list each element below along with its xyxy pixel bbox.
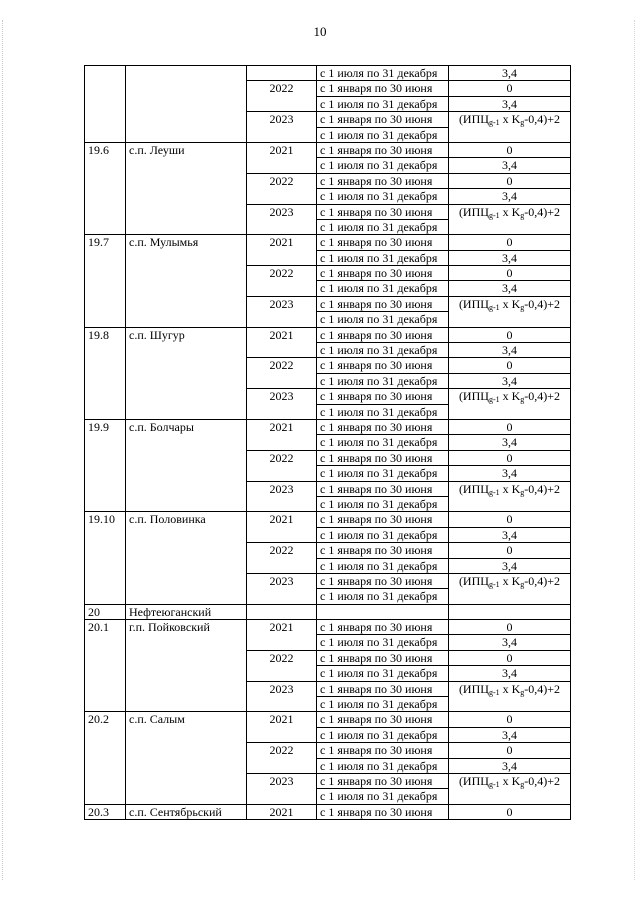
period-cell: с 1 июля по 31 декабря — [317, 96, 449, 111]
year-cell: 2022 — [247, 266, 317, 297]
period-cell: с 1 июля по 31 декабря — [317, 435, 449, 450]
period-cell: с 1 июля по 31 декабря — [317, 527, 449, 542]
year-cell: 2023 — [247, 681, 317, 712]
value-cell: 0 — [449, 512, 571, 527]
value-cell: 0 — [449, 173, 571, 188]
formula-part: g-1 — [488, 579, 500, 589]
period-cell: с 1 июля по 31 декабря — [317, 589, 449, 604]
period-cell: с 1 января по 30 июня — [317, 389, 449, 404]
value-cell: 3,4 — [449, 343, 571, 358]
formula-part: (ИПЦ — [458, 773, 489, 788]
formula-part: x K — [499, 296, 521, 311]
value-cell: 0 — [449, 743, 571, 758]
formula-part: (ИПЦ — [458, 573, 489, 588]
period-cell: с 1 июля по 31 декабря — [317, 343, 449, 358]
formula-cell — [449, 481, 571, 512]
period-cell: с 1 января по 30 июня — [317, 450, 449, 465]
formula-part: x K — [499, 112, 521, 127]
formula-part: (ИПЦ — [458, 204, 489, 219]
period-cell: с 1 июля по 31 декабря — [317, 727, 449, 742]
period-cell: с 1 января по 30 июня — [317, 804, 449, 819]
formula-part: g — [520, 210, 525, 220]
settlement-name: с.п. Болчары — [126, 419, 247, 511]
value-cell: 3,4 — [449, 666, 571, 681]
table-row — [85, 604, 571, 619]
settlement-name: Нефтеюганский — [126, 604, 247, 619]
period-cell: с 1 июля по 31 декабря — [317, 158, 449, 173]
period-cell: с 1 января по 30 июня — [317, 773, 449, 788]
period-cell: с 1 января по 30 июня — [317, 620, 449, 635]
formula-part: -0,4)+2 — [524, 204, 561, 219]
value-cell: 3,4 — [449, 527, 571, 542]
formula-part: (ИПЦ — [458, 296, 489, 311]
period-cell: с 1 января по 30 июня — [317, 112, 449, 127]
year-cell: 2021 — [247, 620, 317, 651]
period-cell: с 1 января по 30 июня — [317, 743, 449, 758]
formula-part: g-1 — [488, 118, 500, 128]
formula-part: x K — [499, 773, 521, 788]
formula-part: -0,4)+2 — [524, 389, 561, 404]
table-row — [85, 142, 571, 157]
period-cell: с 1 января по 30 июня — [317, 327, 449, 342]
year-cell: 2021 — [247, 142, 317, 173]
formula-part: g-1 — [488, 487, 500, 497]
table-row — [85, 327, 571, 342]
formula-part: (ИПЦ — [458, 112, 489, 127]
year-cell: 2021 — [247, 804, 317, 819]
period-cell: с 1 января по 30 июня — [317, 142, 449, 157]
value-cell: 3,4 — [449, 435, 571, 450]
table-row — [85, 712, 571, 727]
year-cell: 2023 — [247, 773, 317, 804]
row-number: 19.9 — [85, 419, 126, 511]
value-cell: 0 — [449, 804, 571, 819]
value-cell: 3,4 — [449, 250, 571, 265]
page-number: 10 — [313, 24, 327, 39]
year-cell: 2021 — [247, 712, 317, 743]
table-row — [85, 66, 571, 81]
formula-part: g — [520, 487, 525, 497]
formula-part: (ИПЦ — [458, 389, 489, 404]
value-cell: 3,4 — [449, 373, 571, 388]
period-cell: с 1 января по 30 июня — [317, 81, 449, 96]
period-cell: с 1 января по 30 июня — [317, 712, 449, 727]
period-cell: с 1 июля по 31 декабря — [317, 404, 449, 419]
formula-cell — [449, 204, 571, 235]
year-cell: 2023 — [247, 481, 317, 512]
value-cell: 0 — [449, 543, 571, 558]
period-cell: с 1 июля по 31 декабря — [317, 66, 449, 81]
value-cell: 0 — [449, 419, 571, 434]
formula-part: -0,4)+2 — [524, 296, 561, 311]
year-cell: 2022 — [247, 743, 317, 774]
settlement-name: с.п. Леуши — [126, 142, 247, 234]
formula-part: x K — [499, 204, 521, 219]
value-cell: 0 — [449, 235, 571, 250]
formula-cell — [449, 573, 571, 604]
table-row — [85, 804, 571, 819]
value-cell: 0 — [449, 358, 571, 373]
year-cell: 2023 — [247, 389, 317, 420]
scan-edge-left — [2, 20, 4, 880]
year-cell: 2021 — [247, 512, 317, 543]
period-cell: с 1 января по 30 июня — [317, 573, 449, 588]
formula-part: x K — [499, 389, 521, 404]
period-cell: с 1 июля по 31 декабря — [317, 635, 449, 650]
period-cell: с 1 июля по 31 декабря — [317, 250, 449, 265]
period-cell: с 1 июля по 31 декабря — [317, 466, 449, 481]
value-cell: 3,4 — [449, 281, 571, 296]
period-cell: с 1 января по 30 июня — [317, 358, 449, 373]
formula-part: -0,4)+2 — [524, 681, 561, 696]
period-cell: с 1 января по 30 июня — [317, 266, 449, 281]
value-cell: 3,4 — [449, 635, 571, 650]
table-row — [85, 620, 571, 635]
formula-part: -0,4)+2 — [524, 573, 561, 588]
formula-part: g — [520, 302, 525, 312]
value-cell: 3,4 — [449, 66, 571, 81]
row-number: 20 — [85, 604, 126, 619]
year-cell: 2022 — [247, 81, 317, 112]
tariff-table-body — [85, 66, 571, 820]
value-cell: 0 — [449, 650, 571, 665]
value-cell: 0 — [449, 81, 571, 96]
value-cell: 0 — [449, 712, 571, 727]
formula-part: g-1 — [488, 395, 500, 405]
year-cell: 2023 — [247, 296, 317, 327]
value-cell: 3,4 — [449, 558, 571, 573]
value-cell: 0 — [449, 142, 571, 157]
row-number: 20.3 — [85, 804, 126, 819]
period-cell: с 1 января по 30 июня — [317, 512, 449, 527]
period-cell: с 1 июля по 31 декабря — [317, 789, 449, 804]
period-cell: с 1 января по 30 июня — [317, 296, 449, 311]
table-row — [85, 419, 571, 434]
formula-part: x K — [499, 573, 521, 588]
formula-part: g — [520, 395, 525, 405]
formula-part: x K — [499, 481, 521, 496]
formula-part: g — [520, 779, 525, 789]
formula-part: g-1 — [488, 302, 500, 312]
settlement-name: с.п. Салым — [126, 712, 247, 804]
formula-part: -0,4)+2 — [524, 112, 561, 127]
settlement-name — [126, 66, 247, 143]
formula-part: x K — [499, 681, 521, 696]
period-cell: с 1 июля по 31 декабря — [317, 558, 449, 573]
period-cell — [317, 604, 449, 619]
row-number: 19.6 — [85, 142, 126, 234]
formula-cell — [449, 296, 571, 327]
formula-part: g-1 — [488, 779, 500, 789]
period-cell: с 1 января по 30 июня — [317, 481, 449, 496]
settlement-name: с.п. Мулымья — [126, 235, 247, 327]
year-cell: 2022 — [247, 450, 317, 481]
formula-cell — [449, 773, 571, 804]
row-number — [85, 66, 126, 143]
formula-part: -0,4)+2 — [524, 481, 561, 496]
year-cell: 2021 — [247, 419, 317, 450]
year-cell: 2022 — [247, 543, 317, 574]
formula-part: g-1 — [488, 687, 500, 697]
year-cell: 2022 — [247, 173, 317, 204]
period-cell: с 1 июля по 31 декабря — [317, 373, 449, 388]
period-cell: с 1 января по 30 июня — [317, 543, 449, 558]
tariff-table — [84, 65, 571, 820]
row-number: 20.2 — [85, 712, 126, 804]
value-cell: 0 — [449, 620, 571, 635]
period-cell: с 1 января по 30 июня — [317, 235, 449, 250]
value-cell: 3,4 — [449, 758, 571, 773]
year-cell: 2021 — [247, 235, 317, 266]
year-cell: 2021 — [247, 327, 317, 358]
value-cell: 0 — [449, 327, 571, 342]
scan-edge-right — [634, 20, 636, 880]
year-cell — [247, 66, 317, 81]
period-cell: с 1 июля по 31 декабря — [317, 189, 449, 204]
formula-part: g — [520, 687, 525, 697]
value-cell: 3,4 — [449, 158, 571, 173]
period-cell: с 1 января по 30 июня — [317, 419, 449, 434]
table-row — [85, 512, 571, 527]
period-cell: с 1 января по 30 июня — [317, 681, 449, 696]
row-number: 19.10 — [85, 512, 126, 604]
period-cell: с 1 июля по 31 декабря — [317, 697, 449, 712]
year-cell: 2022 — [247, 650, 317, 681]
period-cell: с 1 января по 30 июня — [317, 173, 449, 188]
year-cell: 2023 — [247, 573, 317, 604]
formula-cell — [449, 681, 571, 712]
formula-part: -0,4)+2 — [524, 773, 561, 788]
period-cell: с 1 июля по 31 декабря — [317, 219, 449, 234]
formula-part: g-1 — [488, 210, 500, 220]
settlement-name: с.п. Шугур — [126, 327, 247, 419]
year-cell: 2023 — [247, 112, 317, 143]
year-cell: 2023 — [247, 204, 317, 235]
row-number: 20.1 — [85, 620, 126, 712]
row-number: 19.7 — [85, 235, 126, 327]
value-cell: 3,4 — [449, 727, 571, 742]
period-cell: с 1 января по 30 июня — [317, 204, 449, 219]
formula-cell — [449, 389, 571, 420]
settlement-name: с.п. Половинка — [126, 512, 247, 604]
period-cell: с 1 июля по 31 декабря — [317, 281, 449, 296]
row-number: 19.8 — [85, 327, 126, 419]
period-cell: с 1 января по 30 июня — [317, 650, 449, 665]
value-cell: 3,4 — [449, 466, 571, 481]
table-row — [85, 235, 571, 250]
formula-part: (ИПЦ — [458, 481, 489, 496]
period-cell: с 1 июля по 31 декабря — [317, 758, 449, 773]
formula-part: g — [520, 118, 525, 128]
settlement-name: г.п. Пойковский — [126, 620, 247, 712]
year-cell — [247, 604, 317, 619]
formula-part: g — [520, 579, 525, 589]
year-cell: 2022 — [247, 358, 317, 389]
period-cell: с 1 июля по 31 декабря — [317, 496, 449, 511]
value-cell — [449, 604, 571, 619]
value-cell: 0 — [449, 450, 571, 465]
period-cell: с 1 июля по 31 декабря — [317, 666, 449, 681]
value-cell: 3,4 — [449, 189, 571, 204]
formula-cell — [449, 112, 571, 143]
value-cell: 0 — [449, 266, 571, 281]
period-cell: с 1 июля по 31 декабря — [317, 312, 449, 327]
settlement-name: с.п. Сентябрьский — [126, 804, 247, 819]
value-cell: 3,4 — [449, 96, 571, 111]
formula-part: (ИПЦ — [458, 681, 489, 696]
period-cell: с 1 июля по 31 декабря — [317, 127, 449, 142]
